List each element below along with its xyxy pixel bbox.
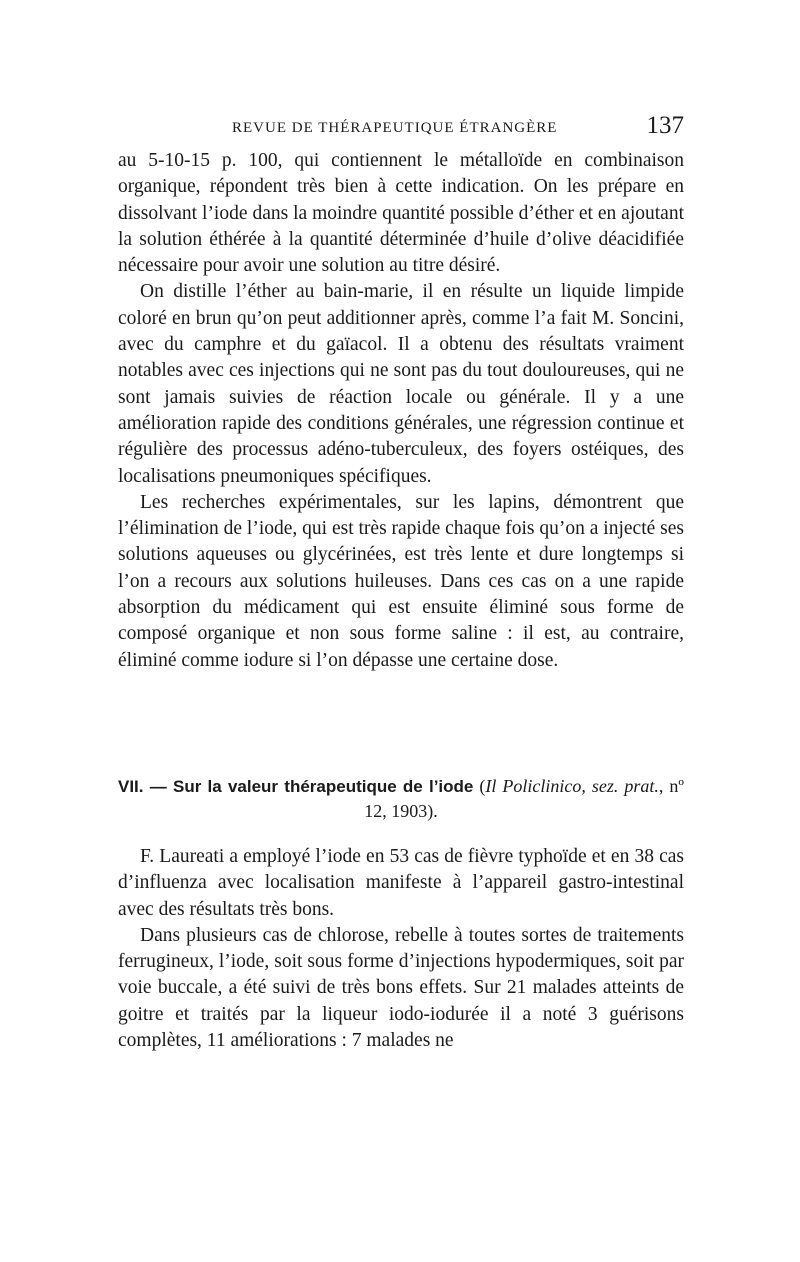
paragraph: Dans plusieurs cas de chlorose, rebelle à toutes sortes de traitements ferrugineux, l’iode, soit sous forme d’injections hypodermiques, soit par voie buccale, a été suivi de très bons effets. Sur 21 malades atteints de goitre et traités par la liqueur iodo-iodurée il a noté 3 guérisons complètes, 11 améliorations : 7 malades ne <box>118 924 684 1052</box>
body-text-top <box>118 148 684 674</box>
section-heading <box>118 774 684 824</box>
section-journal: Il Policlinico, sez. prat. <box>485 776 659 796</box>
page-header <box>118 112 684 144</box>
paragraph: F. Laureati a employé l’iode en 53 cas de fièvre typhoïde et en 38 cas d’influenza avec localisation manifeste à l’appareil gastro-intestinal avec des résultats très bons. <box>118 846 684 920</box>
section-numeral: VII. <box>118 777 144 796</box>
section-open-paren: ( <box>473 776 486 796</box>
section-details: , nº 12, 1903). <box>364 776 684 821</box>
section-dash: — <box>143 777 173 796</box>
page-number: 137 <box>646 112 684 139</box>
paragraph: On distille l’éther au bain-marie, il en résulte un liquide limpide coloré en brun qu’on peut additionner après, comme l’a fait M. Soncini, avec du camphre et du gaïacol. Il a obtenu des résultats vraiment notables avec ces injections qui ne sont pas du tout douloureuses, qui ne sont jamais suivies de réaction locale ou générale. Il y a une amélioration rapide des conditions générales, une régression continue et régulière des processus adéno-tuberculeux, des foyers ostéiques, des localisations pneumoniques spécifiques. <box>118 281 684 487</box>
paragraph: au 5-10-15 p. 100, qui contiennent le métalloïde en combinaison organique, répondent très bien à cette indication. On les prépare en dissolvant l’iode dans la moindre quantité possible d’éther et en ajoutant la solution éthérée à la quantité déterminée d’huile d’olive déacidifiée nécessaire pour avoir une solution au titre désiré. <box>118 150 684 277</box>
paragraph: Les recherches expérimentales, sur les lapins, démontrent que l’élimination de l’iode, qui est très rapide chaque fois qu’on a injecté ses solutions aqueuses ou glycérinées, est très lente et dure longtemps si l’on a recours aux solutions huileuses. Dans ces cas on a une rapide absorption du médicament qui est ensuite éliminé sous forme de composé organique et non sous forme saline : il est, au contraire, éliminé comme iodure si l’on dépasse une certaine dose. <box>118 491 684 671</box>
body-text-bottom <box>118 844 684 1054</box>
section-title: Sur la valeur thérapeutique de l’iode <box>172 777 474 796</box>
running-title: REVUE DE THÉRAPEUTIQUE ÉTRANGÈRE <box>232 120 558 136</box>
